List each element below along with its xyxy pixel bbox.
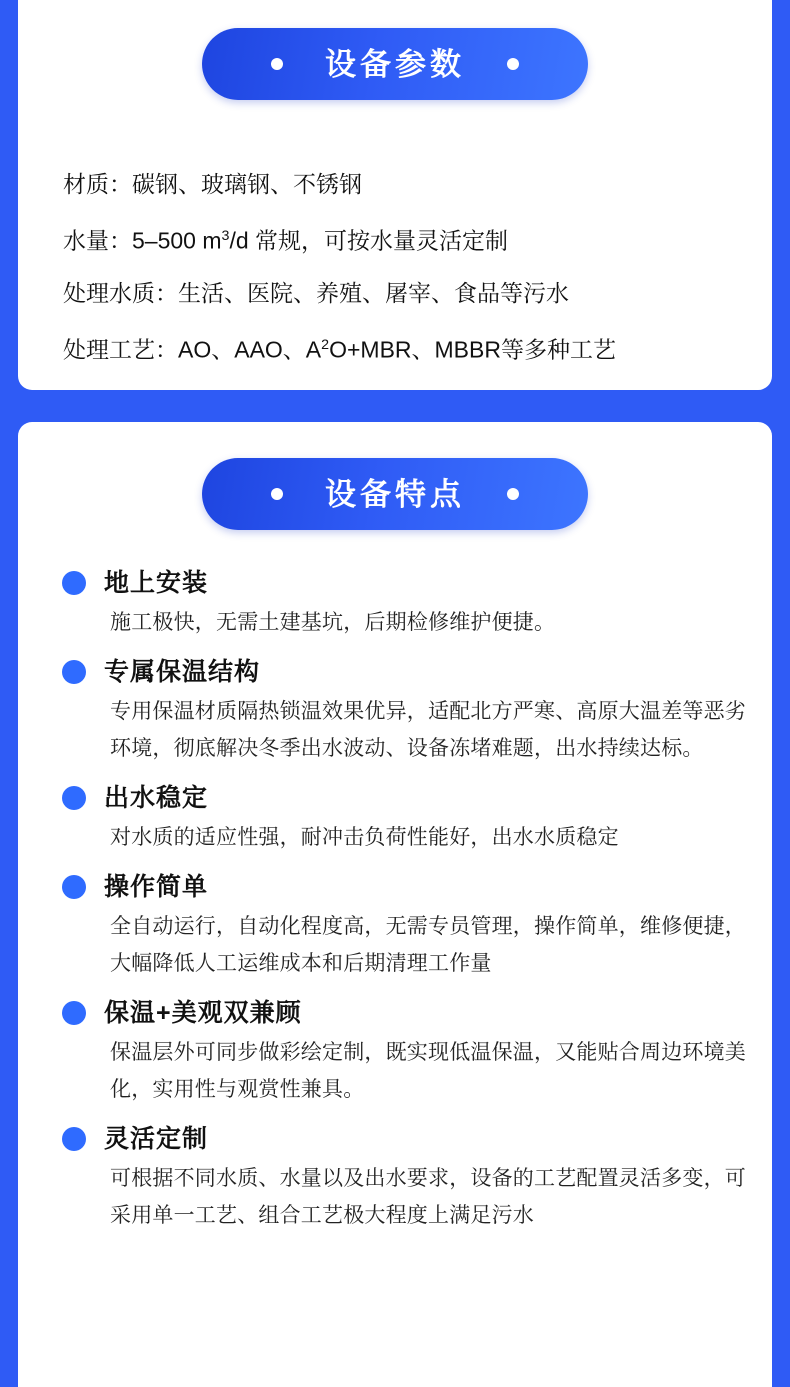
list-item (62, 783, 746, 856)
parameter-row (63, 319, 742, 376)
parameter-label: 材质： (63, 171, 132, 197)
dot-decoration-icon (507, 58, 519, 70)
feature-header (62, 998, 746, 1028)
dot-decoration-icon (507, 488, 519, 500)
parameter-label: 处理工艺： (63, 336, 178, 363)
feature-title: 操作简单 (104, 873, 209, 901)
parameter-superscript: 3 (221, 228, 230, 244)
feature-list (62, 568, 746, 1250)
parameter-label: 水量： (63, 227, 132, 254)
bullet-dot-icon (62, 660, 86, 684)
bullet-dot-icon (62, 786, 86, 810)
parameter-value: 生活、医院、养殖、屠宰、食品等污水 (178, 279, 569, 306)
feature-description: 保温层外可同步做彩绘定制，既实现低温保温，又能贴合周边环境美化，实用性与观赏性兼具。 (110, 1041, 746, 1101)
feature-description: 全自动运行，自动化程度高，无需专员管理，操作简单，维修便捷，大幅降低人工运维成本和后期清理工作量 (110, 915, 746, 975)
parameter-value-pre: AO、AAO、A (178, 336, 322, 363)
feature-header (62, 568, 746, 598)
feature-description: 专用保温材质隔热锁温效果优异，适配北方严寒、高原大温差等恶劣环境，彻底解决冬季出水波动、设备冻堵难题，出水持续达标。 (110, 700, 746, 760)
device-features-card (18, 422, 772, 1387)
list-item (62, 568, 746, 641)
feature-title: 地上安装 (104, 569, 209, 597)
parameter-label: 处理水质： (63, 279, 178, 306)
list-item (62, 998, 746, 1108)
parameter-value-post: O+MBR、MBBR等多种工艺 (329, 336, 616, 363)
feature-header (62, 872, 746, 902)
feature-header (62, 783, 746, 813)
dot-decoration-icon (271, 58, 283, 70)
device-parameters-card (18, 0, 772, 390)
parameter-row (63, 158, 742, 210)
parameter-value-post: /d 常规，可按水量灵活定制 (229, 227, 509, 254)
section-title-text: 设备特点 (325, 476, 465, 512)
bullet-dot-icon (62, 1001, 86, 1025)
feature-title: 保温+美观双兼顾 (104, 999, 302, 1027)
feature-title: 出水稳定 (104, 784, 209, 812)
bullet-dot-icon (62, 1127, 86, 1151)
parameter-row (63, 210, 742, 267)
dot-decoration-icon (271, 488, 283, 500)
feature-description: 施工极快，无需土建基坑，后期检修维护便捷。 (110, 611, 556, 634)
bullet-dot-icon (62, 571, 86, 595)
feature-description: 可根据不同水质、水量以及出水要求，设备的工艺配置灵活多变，可采用单一工艺、组合工艺极大程度上满足污水 (110, 1167, 746, 1227)
feature-header (62, 657, 746, 687)
parameter-list (63, 158, 742, 375)
list-item (62, 872, 746, 982)
feature-title: 专属保温结构 (104, 658, 261, 686)
list-item (62, 1124, 746, 1234)
feature-title: 灵活定制 (104, 1125, 209, 1153)
list-item (62, 657, 746, 767)
parameter-row (63, 267, 742, 319)
parameter-superscript: 2 (321, 336, 330, 353)
feature-description: 对水质的适应性强，耐冲击负荷性能好，出水水质稳定 (110, 826, 619, 849)
feature-header (62, 1124, 746, 1154)
section-heading-parameters (202, 28, 588, 100)
bullet-dot-icon (62, 875, 86, 899)
parameter-value-pre: 5–500 m (132, 227, 222, 254)
section-title-text: 设备参数 (325, 46, 465, 82)
section-heading-features (202, 458, 588, 530)
parameter-value: 碳钢、玻璃钢、不锈钢 (132, 171, 362, 197)
